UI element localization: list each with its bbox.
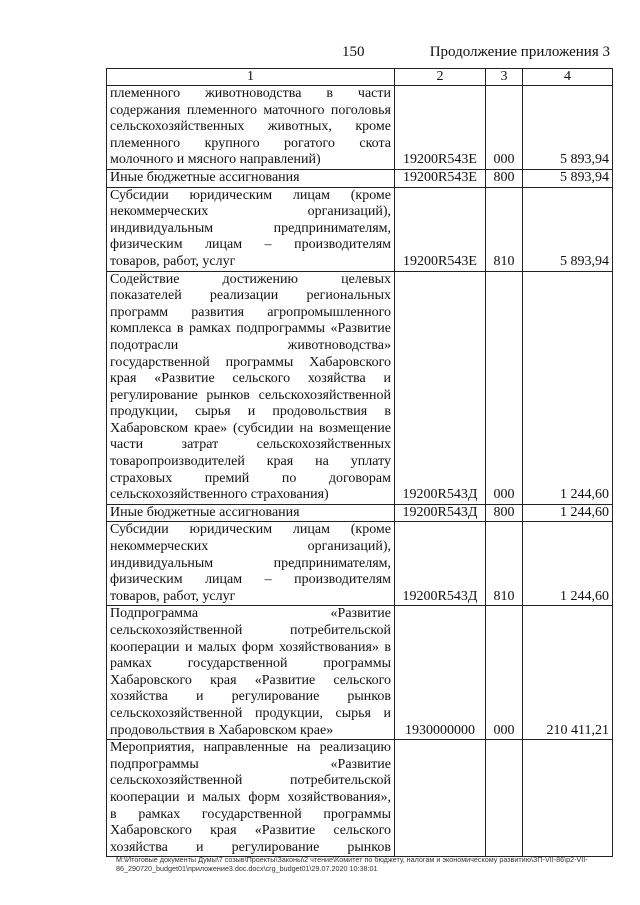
description-line: Иные бюджетные ассигнования [110, 169, 300, 185]
amount: 5 893,94 [523, 86, 613, 170]
row-description [107, 86, 395, 170]
row-description [107, 740, 395, 857]
description-line: части затрат сельскохозяйственных [110, 437, 391, 453]
target-code: 19200R543E [395, 187, 486, 271]
description-line: Содействие достижению целевых [110, 271, 391, 287]
table-row [107, 522, 613, 606]
amount: 1 244,60 [523, 504, 613, 522]
target-code: 19200R543E [395, 86, 486, 170]
page-number: 150 [342, 44, 365, 60]
page-header [0, 44, 640, 66]
table-row [107, 86, 613, 170]
table-row [107, 271, 613, 504]
table-row [107, 187, 613, 271]
target-code: 19200R543Д [395, 504, 486, 522]
description-line: Подпрограмма «Развитие [110, 606, 391, 622]
description-line: Хабаровского края «Развитие сельского [110, 823, 391, 839]
amount: 5 893,94 [523, 169, 613, 187]
amount: 1 244,60 [523, 522, 613, 606]
row-description [107, 187, 395, 271]
description-line: индивидуальным предпринимателям, [110, 555, 391, 571]
description-line: программ развития агропромышленного [110, 304, 391, 320]
description-line: индивидуальным предпринимателям, [110, 220, 391, 236]
target-code: 19200R543Д [395, 271, 486, 504]
description-line: товаропроизводителей края на уплату [110, 454, 391, 470]
target-code: 19200R543Д [395, 522, 486, 606]
description-line: сельскохозяйственной продукции, сырья и [110, 705, 391, 721]
table-body [107, 86, 613, 857]
description-line: физическим лицам – производителям [110, 572, 391, 588]
row-description [107, 271, 395, 504]
row-description [107, 169, 395, 187]
description-line: рамках государственной программы [110, 656, 391, 672]
document-path-footer [116, 855, 622, 873]
table-row [107, 169, 613, 187]
description-line: кооперации и малых форм хозяйствования», [110, 789, 391, 805]
expense-type: 800 [486, 169, 523, 187]
row-description [107, 522, 395, 606]
description-line: подпрограммы «Развитие [110, 756, 391, 772]
description-line: показателей реализации региональных [110, 288, 391, 304]
column-header: 1 [107, 69, 395, 86]
description-line: продукции, сырья и продовольствия в [110, 404, 391, 420]
column-header: 4 [523, 69, 613, 86]
description-line: племенного животноводства в части [110, 86, 391, 101]
description-line: продовольствия в Хабаровском крае» [110, 722, 334, 738]
description-line: Хабаровском крае» (субсидии на возмещение [110, 420, 391, 436]
table-row [107, 504, 613, 522]
column-number-row [107, 69, 613, 86]
column-header: 2 [395, 69, 486, 86]
footer-path-line: 86_290720_budget01\приложение3.doc.docx\crg_budget01\29.07.2020 10:38:01 [116, 864, 378, 873]
expense-type [486, 740, 523, 857]
expense-type: 810 [486, 522, 523, 606]
description-line: некоммерческих организаций), [110, 539, 391, 555]
description-line: хозяйства и регулирование рынков [110, 839, 391, 855]
description-line: сельскохозяйственной потребительской [110, 773, 391, 789]
description-line: сельскохозяйственных животных, кроме [110, 119, 391, 135]
description-line: Субсидии юридическим лицам (кроме [110, 522, 391, 538]
amount [523, 740, 613, 857]
amount: 5 893,94 [523, 187, 613, 271]
description-line: подотрасли животноводства» [110, 337, 391, 353]
row-description [107, 504, 395, 522]
description-line: Субсидии юридическим лицам (кроме [110, 187, 391, 203]
expense-type: 000 [486, 606, 523, 740]
expense-type: 000 [486, 86, 523, 170]
expense-type: 000 [486, 271, 523, 504]
description-line: комплекса в рамках подпрограммы «Развитие [110, 321, 391, 337]
description-line: края «Развитие сельского хозяйства и [110, 371, 391, 387]
description-line: сельскохозяйственного страхования) [110, 487, 329, 503]
appendix-continuation: Продолжение приложения 3 [429, 44, 610, 60]
target-code: 19200R543E [395, 169, 486, 187]
description-line: кооперации и малых форм хозяйствования» в [110, 639, 391, 655]
description-line: Иные бюджетные ассигнования [110, 504, 300, 520]
table-row [107, 606, 613, 740]
description-line: Хабаровского края «Развитие сельского [110, 672, 391, 688]
description-line: сельскохозяйственной потребительской [110, 623, 391, 638]
description-line: молочного и мясного направлений) [110, 152, 321, 168]
description-line: страховых премий по договорам [110, 470, 391, 486]
footer-path-line: М:\Итоговые документы Думы\7 созыв\Проекты\Законы\2 чтение\Комитет по бюджету, налогам и экономическому развитию\ЗП-VII-86\р2-VII- [116, 855, 588, 864]
description-line: Мероприятия, направленные на реализацию [110, 740, 391, 756]
description-line: товаров, работ, услуг [110, 253, 236, 269]
description-line: некоммерческих организаций), [110, 204, 391, 220]
expense-type: 800 [486, 504, 523, 522]
description-line: физическим лицам – производителям [110, 237, 391, 253]
target-code: 1930000000 [395, 606, 486, 740]
row-description [107, 606, 395, 740]
table-row [107, 740, 613, 857]
description-line: регулирование рынков сельскохозяйственной [110, 387, 391, 403]
description-line: государственной программы Хабаровского [110, 354, 391, 370]
amount: 210 411,21 [523, 606, 613, 740]
description-line: хозяйства и регулирование рынков [110, 689, 391, 705]
description-line: в рамках государственной программы [110, 806, 391, 822]
description-line: племенного крупного рогатого скота [110, 135, 391, 151]
target-code [395, 740, 486, 857]
budget-table [106, 68, 613, 857]
expense-type: 810 [486, 187, 523, 271]
column-header: 3 [486, 69, 523, 86]
amount: 1 244,60 [523, 271, 613, 504]
description-line: содержания племенного маточного поголовья [110, 102, 391, 118]
description-line: товаров, работ, услуг [110, 588, 236, 604]
